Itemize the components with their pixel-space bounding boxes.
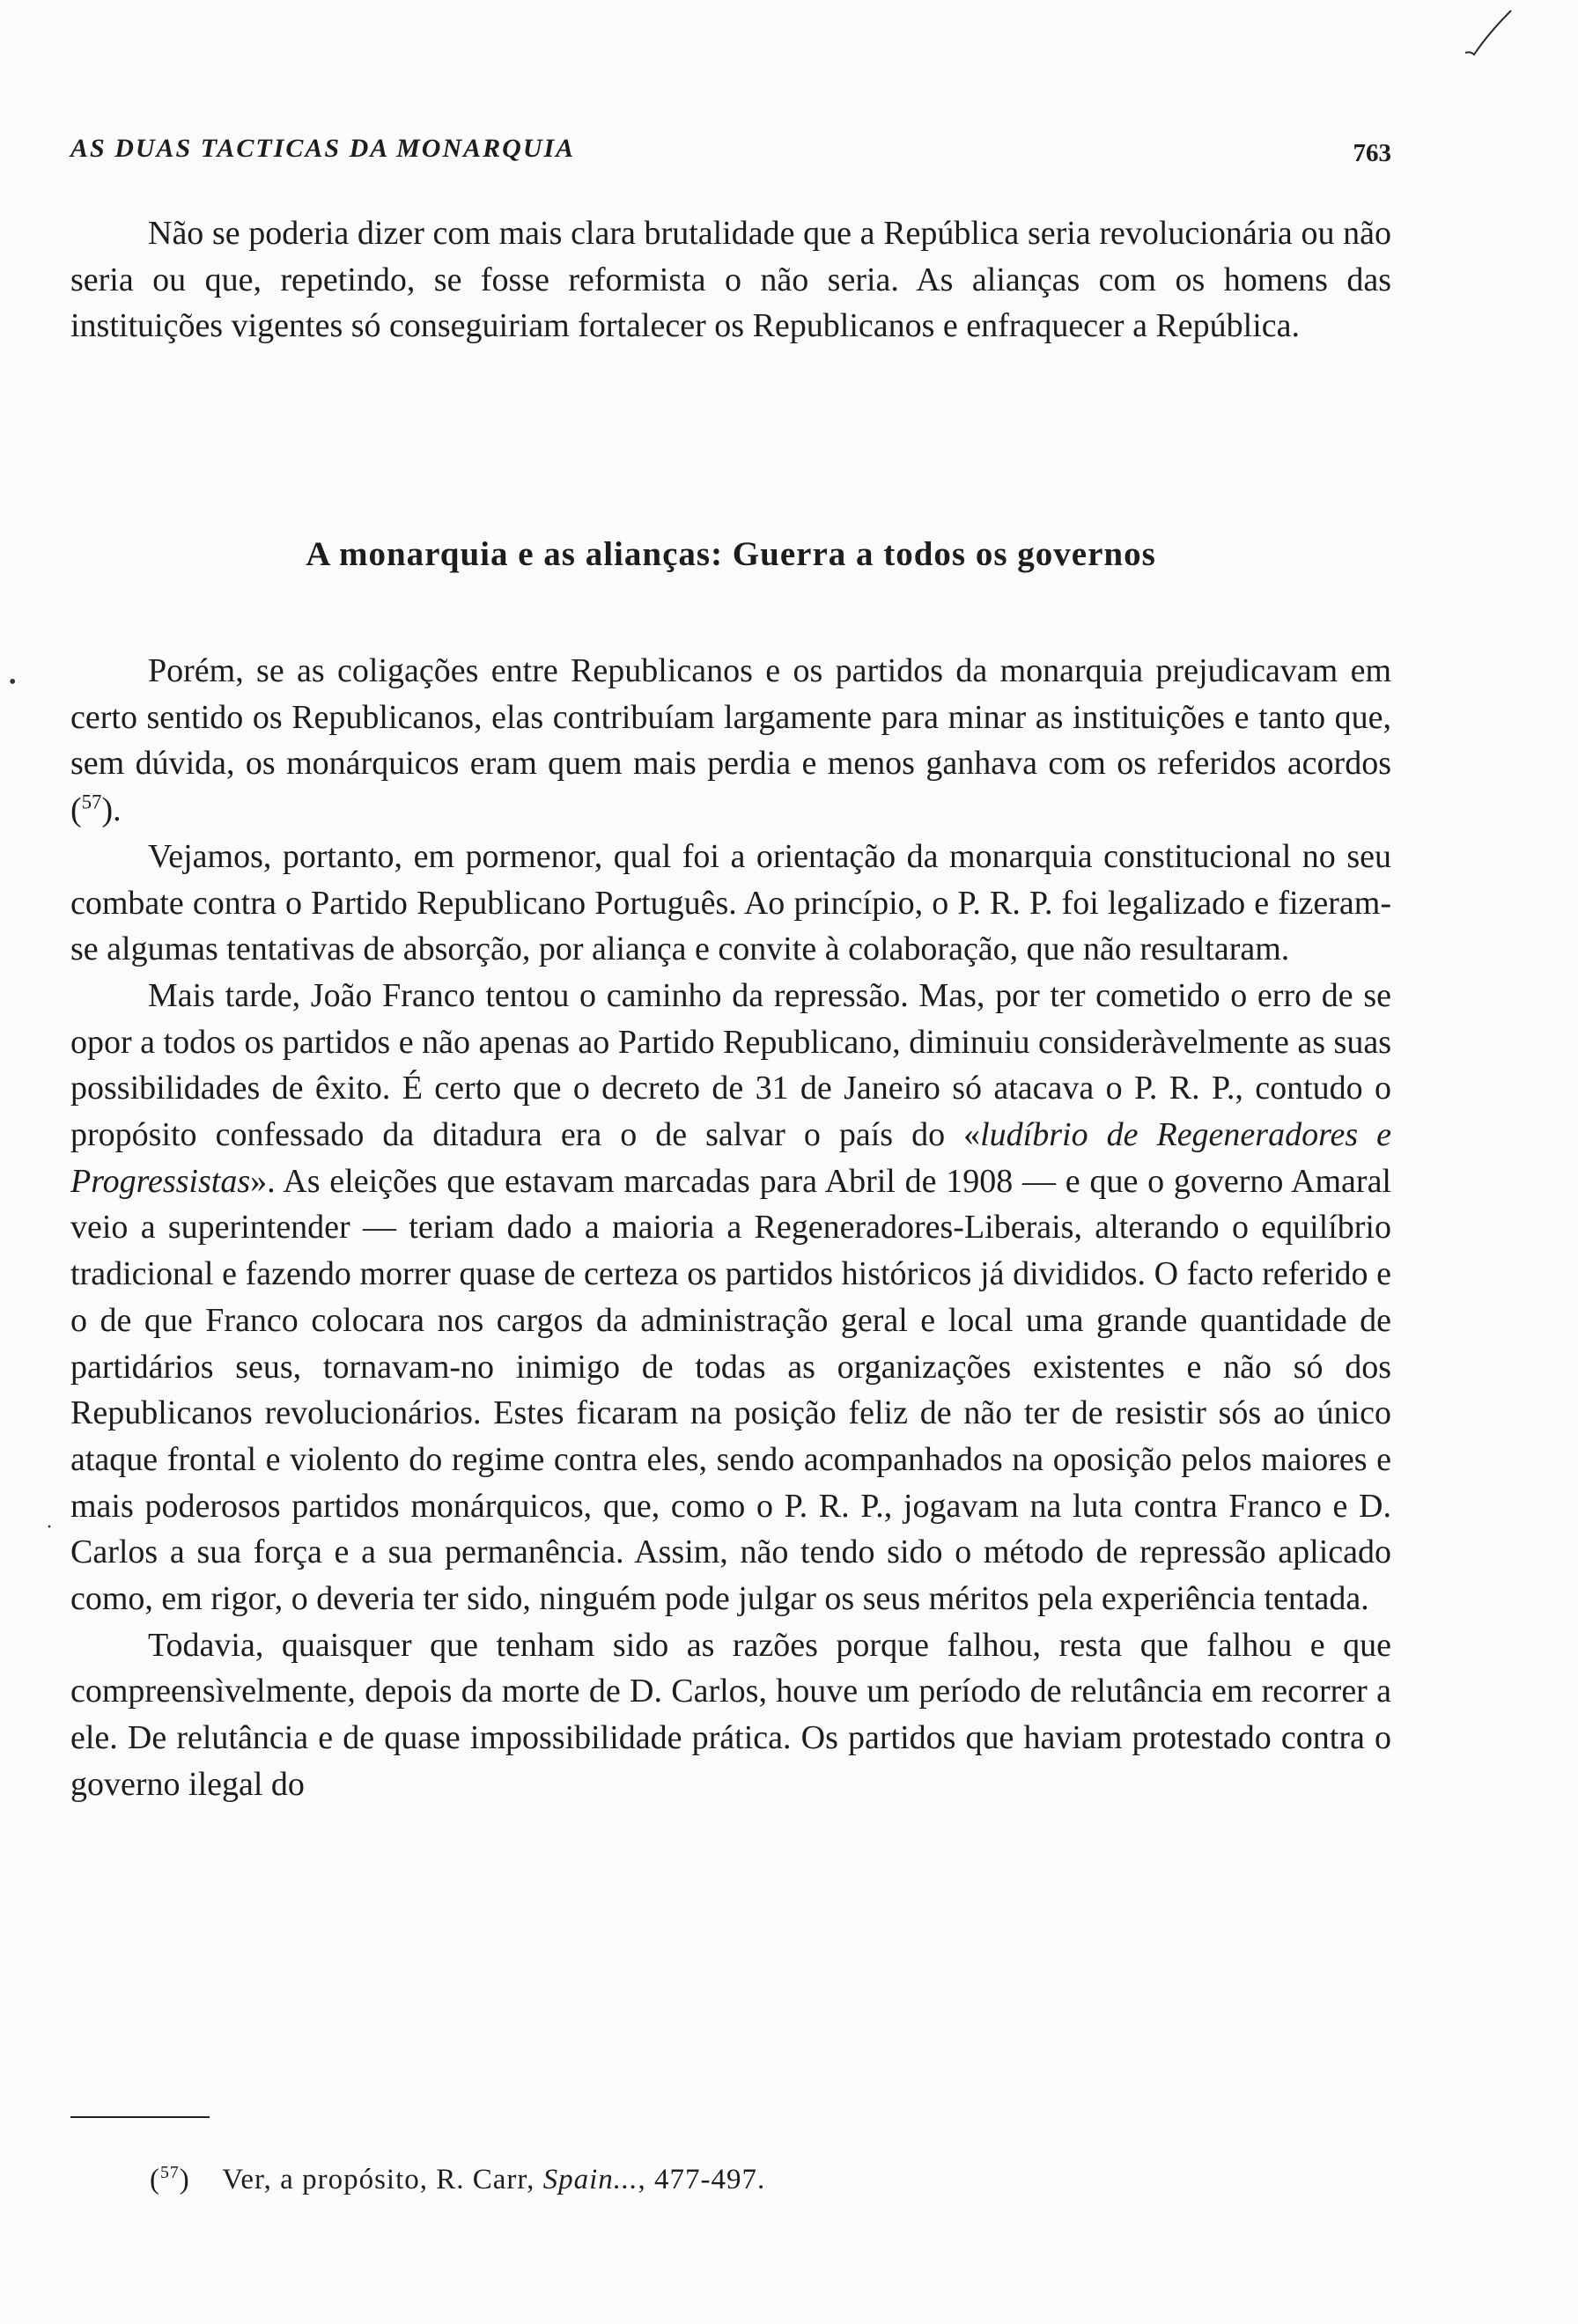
footnote-reference: 57 [81,791,102,813]
margin-speck-mark: • [9,671,17,694]
paragraph-3-quote: ludíbrio de Regeneradores e Progressistas [70,1116,1391,1200]
paragraph-1 [70,648,1391,834]
footnote-text: Ver, a propósito, R. Carr, [222,2164,535,2195]
margin-speck-mark: · [46,1516,53,1539]
paragraph-1-text: Porém, se as coligações entre Republicanos e os partidos da monarquia prejudicavam em certo sentido os Republicanos, elas contribuíam largamente para minar as instituições e tanto que, sem dúvida, os monárquicos eram quem mais perdia e menos ganhava com os referidos acordos ( [70,652,1391,829]
paragraph-3 [70,973,1391,1622]
footnote-number: ($^{57}$) [150,2163,190,2195]
page-number: 763 [1353,139,1391,167]
paragraph-1-end: ). [101,791,122,829]
running-title: AS DUAS TACTICAS DA MONARQUIA [70,134,576,163]
section-heading: A monarquia e as alianças: Guerra a todos os governos [306,535,1156,573]
running-header [70,134,1391,174]
paragraph-2: Vejamos, portanto, em pormenor, qual foi a orientação da monarquia constitucional no seu combate contra o Partido Republicano Português. Ao princípio, o P. R. P. foi legalizado e fizeram-se algumas tentativas de absorção, por aliança e convite à colaboração, que não resultaram. [70,837,1391,968]
intro-text-block [70,210,1391,349]
section-text-block [70,648,1391,1808]
footnote-separator [70,2116,210,2118]
paragraph-3-after-quote: ». As eleições que estavam marcadas para Abril de 1908 — e que o governo Amaral veio a superintender — teriam dado a maioria a Regeneradores-Liberais, alterando o equilíbrio tradicional e fazendo morrer quase de certeza os partidos históricos já divididos. O facto referido e o de que Franco colocara nos cargos da administração geral e local uma grande quantidade de partidários seus, tornavam-no inimigo de todas as organizações existentes e não só dos Republicanos revolucionários. Estes ficaram na posição feliz de não ter de resistir sós ao único ataque frontal e violento do regime contra eles, sendo acompanhados na oposição pelos maiores e mais poderosos partidos monárquicos, que, como o P. R. P., jogavam na luta contra Franco e D. Carlos a sua força e a sua permanência. Assim, não tendo sido o método de repressão aplicado como, em rigor, o deveria ter sido, ninguém pode julgar os seus méritos pela experiência tentada. [70,1162,1391,1618]
footnote-pages: , 477-497. [638,2164,766,2195]
intro-paragraph: Não se poderia dizer com mais clara brutalidade que a República seria revolucionária ou não seria ou que, repetindo, se fosse reformista o não seria. As alianças com os homens das instituições vigentes só conseguiriam fortalecer os Republicanos e enfraquecer a República. [70,215,1391,345]
footnote [150,2164,765,2196]
paragraph-3-before-quote: Mais tarde, João Franco tentou o caminho da repressão. Mas, por ter cometido o erro de se opor a todos os partidos e não apenas ao Partido Republicano, diminuiu consideràvelmente as suas possibilidades de êxito. É certo que o decreto de 31 de Janeiro só atacava o P. R. P., contudo o propósito confessado da ditadura era o de salvar o país do « [70,976,1391,1154]
pencil-tick-mark [1462,7,1515,60]
footnote-cited-title: Spain... [542,2164,638,2195]
paragraph-4: Todavia, quaisquer que tenham sido as razões porque falhou, resta que falhou e que compreensìvelmente, depois da morte de D. Carlos, houve um período de relutância em recorrer a ele. De relutância e de quase impossibilidade prática. Os partidos que haviam protestado contra o governo ilegal do [70,1626,1391,1803]
